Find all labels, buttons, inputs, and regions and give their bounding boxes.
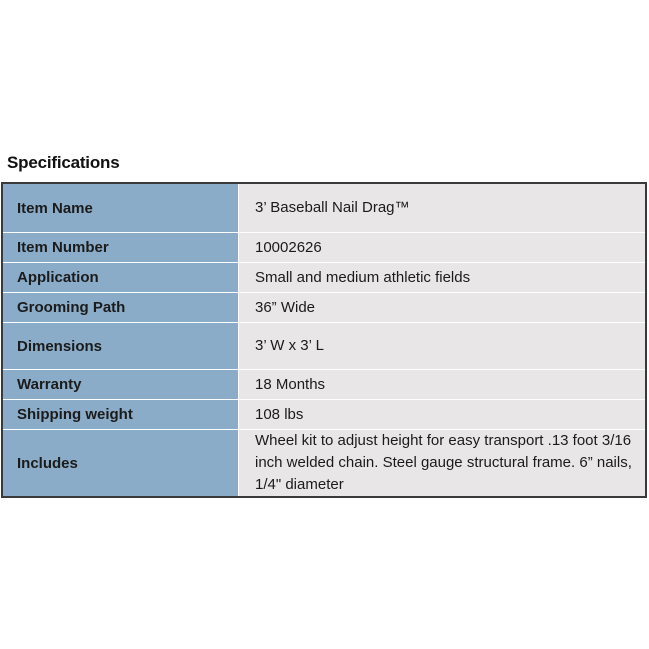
spec-value: 18 Months xyxy=(239,370,647,400)
spec-label: Grooming Path xyxy=(2,293,239,323)
spec-label: Dimensions xyxy=(2,323,239,370)
table-row-grooming-path xyxy=(2,293,646,323)
specifications-table xyxy=(1,182,647,498)
spec-value: 36” Wide xyxy=(239,293,647,323)
spec-label: Item Name xyxy=(2,183,239,233)
spec-label: Item Number xyxy=(2,233,239,263)
section-title: Specifications xyxy=(7,153,120,172)
spec-label: Shipping weight xyxy=(2,400,239,430)
spec-value: 3’ Baseball Nail Drag™ xyxy=(239,183,647,233)
table-row-includes xyxy=(2,430,646,498)
table-row-dimensions xyxy=(2,323,646,370)
spec-label: Includes xyxy=(2,430,239,498)
spec-value: 3’ W x 3’ L xyxy=(239,323,647,370)
spec-value: 10002626 xyxy=(239,233,647,263)
spec-value: 108 lbs xyxy=(239,400,647,430)
table-row-item-number xyxy=(2,233,646,263)
spec-value: Wheel kit to adjust height for easy transport .13 foot 3/16 inch welded chain. Steel gauge structural frame. 6” nails, 1/4" diameter xyxy=(239,430,647,498)
table-row-shipping-weight xyxy=(2,400,646,430)
table-row-item-name xyxy=(2,183,646,233)
table-row-application xyxy=(2,263,646,293)
spec-label: Application xyxy=(2,263,239,293)
spec-value: Small and medium athletic fields xyxy=(239,263,647,293)
spec-label: Warranty xyxy=(2,370,239,400)
table-row-warranty xyxy=(2,370,646,400)
